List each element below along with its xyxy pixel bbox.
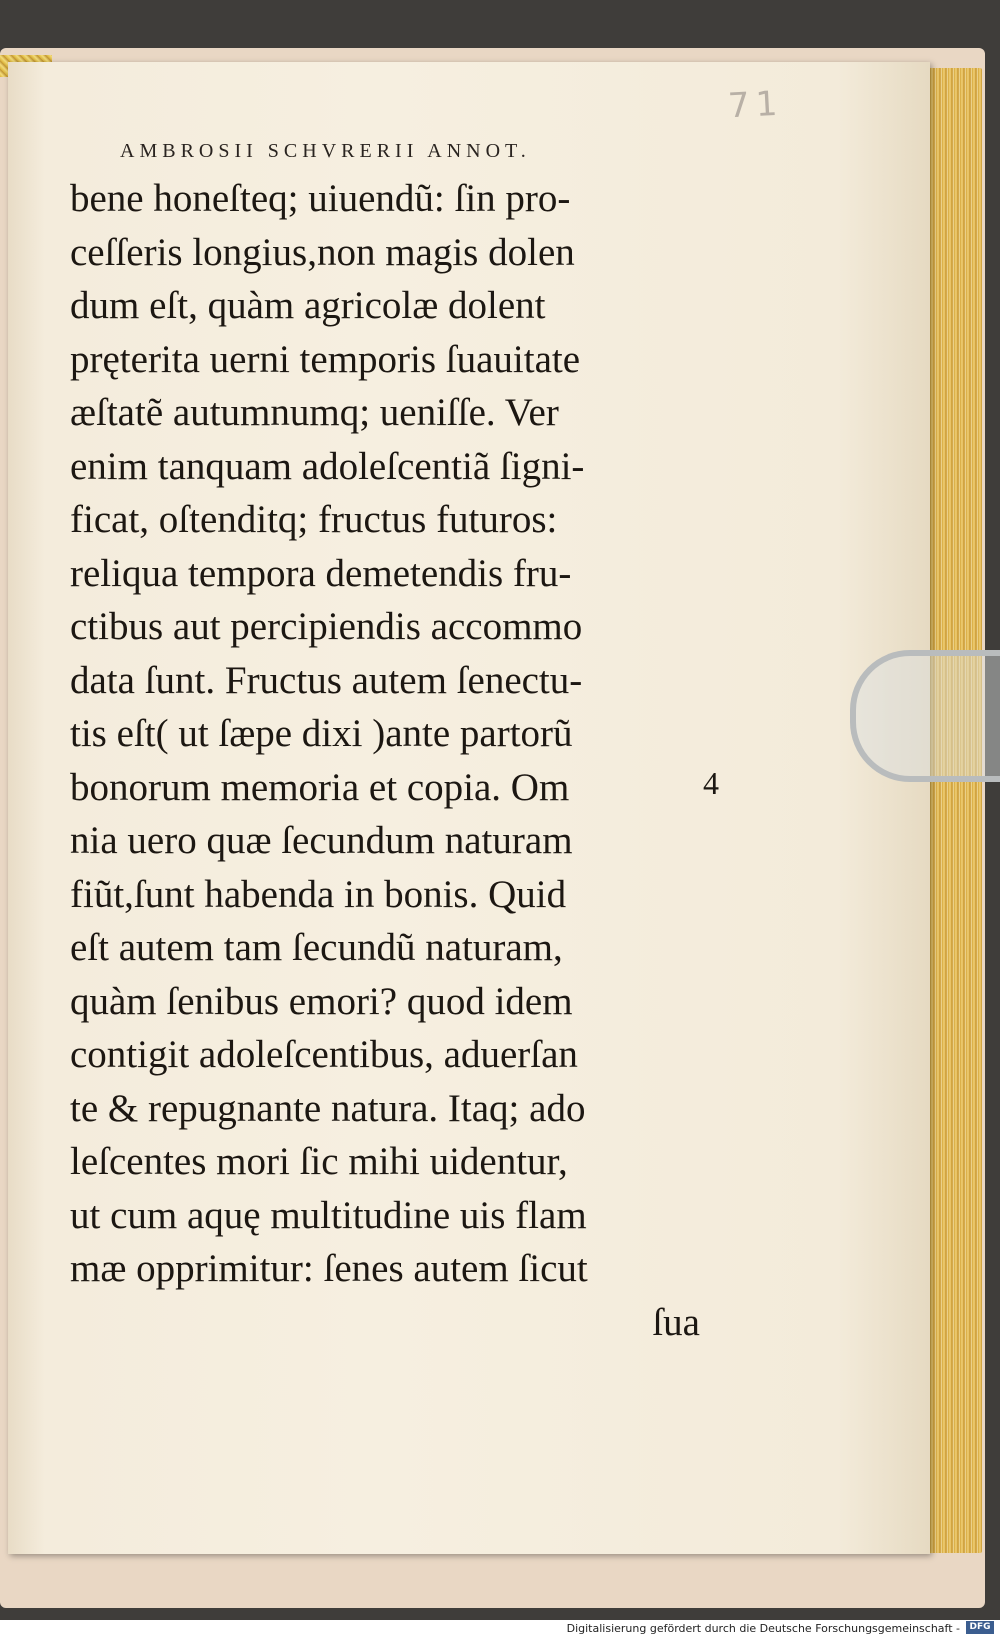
text-line: tis eſt( ut ſæpe dixi )ante partorũ <box>70 712 573 755</box>
text-line: æſtatẽ autumnumq; ueniſſe. Ver <box>70 391 559 434</box>
text-line: fiũt,ſunt habenda in bonis. Quid <box>70 872 567 916</box>
text-line: ceſſeris longius,non magis dolen <box>70 230 575 274</box>
page-text-block <box>70 172 700 1349</box>
text-line: leſcentes mori ſic mihi uidentur, <box>70 1140 568 1183</box>
digitization-credit: Digitalisierung gefördert durch die Deutsche Forschungsgemeinschaft - <box>566 1622 960 1635</box>
text-line: quàm ſenibus emori? quod idem <box>70 979 573 1023</box>
text-line: ctibus aut percipiendis accommo <box>70 605 583 648</box>
text-line: dum eſt, quàm agricolæ dolent <box>70 284 546 327</box>
text-line: pręterita uerni temporis ſuauitate <box>70 337 581 381</box>
pencil-folio-number: 71 <box>726 83 785 127</box>
text-line: nia uero quæ ſecundum naturam <box>70 819 573 862</box>
text-line: eſt autem tam ſecundũ naturam, <box>70 926 563 969</box>
running-head: AMBROSII SCHVRERII ANNOT. <box>120 140 531 162</box>
text-line: contigit adoleſcentibus, aduerſan <box>70 1033 578 1076</box>
text-line: bene honeſteq; uiuendũ: ſin pro- <box>70 177 571 220</box>
text-line: te & repugnante natura. Itaq; ado <box>70 1086 586 1130</box>
text-line: enim tanquam adoleſcentiã ſigni- <box>70 444 585 488</box>
page-clip <box>850 650 1000 782</box>
text-line: ficat, oſtenditq; fructus futuros: <box>70 498 558 541</box>
catchword: ſua <box>652 1300 700 1344</box>
text-line: reliqua tempora demetendis fru- <box>70 551 572 595</box>
text-line: ut cum aquę multitudine uis flam <box>70 1193 587 1237</box>
text-line: data ſunt. Fructus autem ſenectu- <box>70 658 583 702</box>
text-line: mæ opprimitur: ſenes autem ſicut <box>70 1247 588 1290</box>
text-line: bonorum memoria et copia. Om <box>70 765 570 809</box>
margin-note: 4 <box>703 765 719 801</box>
dfg-logo: DFG <box>966 1621 994 1634</box>
